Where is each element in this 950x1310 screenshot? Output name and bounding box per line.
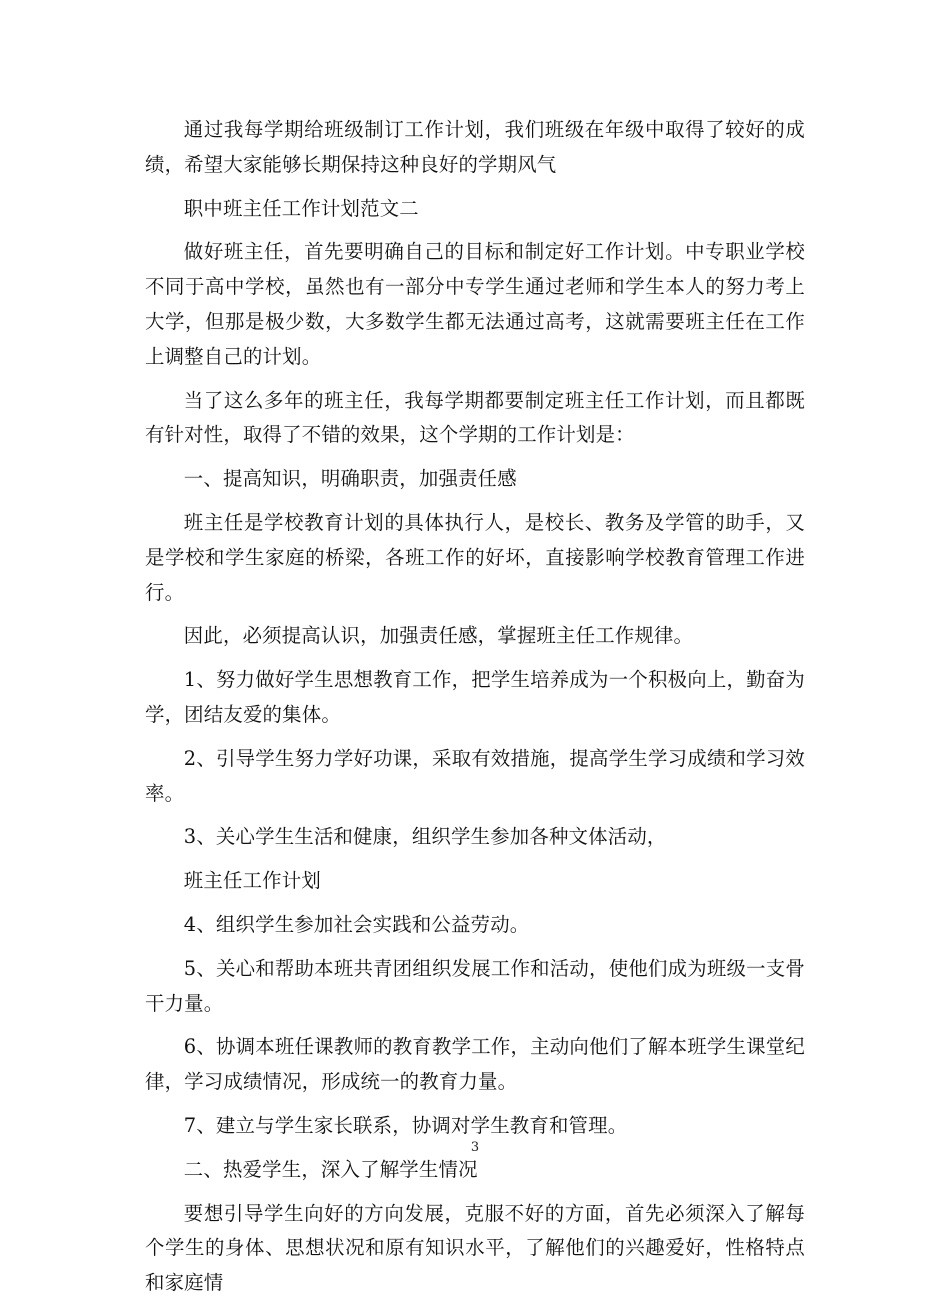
paragraph: 要想引导学生向好的方向发展，克服不好的方面，首先必须深入了解每个学生的身体、思想状况和原有知识水平，了解他们的兴趣爱好，性格特点和家庭情 (145, 1201, 805, 1295)
paragraph: 做好班主任，首先要明确自己的目标和制定好工作计划。中专职业学校不同于高中学校，虽然也有一部分中专学生通过老师和学生本人的努力考上大学，但那是极少数，大多数学生都无法通过高考，这就需要班主任在工作上调整自己的计划。 (145, 240, 805, 368)
list-item: 5、关心和帮助本班共青团组织发展工作和活动，使他们成为班级一支骨干力量。 (145, 956, 805, 1015)
list-item: 3、关心学生生活和健康，组织学生参加各种文体活动， (183, 825, 667, 849)
paragraph: 班主任是学校教育计划的具体执行人，是校长、教务及学管的助手，又是学校和学生家庭的桥梁，各班工作的好坏，直接影响学校教育管理工作进行。 (145, 510, 805, 604)
document-body (145, 113, 805, 1310)
list-item: 1、努力做好学生思想教育工作，把学生培养成为一个积极向上，勤奋为学，团结友爱的集体。 (145, 668, 805, 726)
page-number: 3 (470, 1140, 480, 1155)
section-heading: 一、提高知识，明确职责，加强责任感 (183, 467, 517, 491)
list-item: 7、建立与学生家长联系，协调对学生教育和管理。 (183, 1113, 628, 1137)
section-heading: 二、热爱学生，深入了解学生情况 (183, 1157, 478, 1181)
section-heading: 职中班主任工作计划范文二 (183, 196, 419, 220)
list-item: 4、组织学生参加社会实践和公益劳动。 (183, 912, 530, 936)
list-item: 2、引导学生努力学好功课，采取有效措施，提高学生学习成绩和学习效率。 (145, 746, 805, 805)
paragraph: 通过我每学期给班级制订工作计划，我们班级在年级中取得了较好的成绩，希望大家能够长期保持这种良好的学期风气 (145, 118, 805, 176)
inline-heading: 班主任工作计划 (183, 869, 321, 893)
paragraph: 因此，必须提高认识，加强责任感，掌握班主任工作规律。 (183, 624, 694, 648)
list-item: 6、协调本班任课教师的教育教学工作，主动向他们了解本班学生课堂纪律，学习成绩情况，形成统一的教育力量。 (145, 1035, 805, 1094)
paragraph: 当了这么多年的班主任，我每学期都要制定班主任工作计划，而且都既有针对性，取得了不错的效果，这个学期的工作计划是： (145, 388, 805, 447)
